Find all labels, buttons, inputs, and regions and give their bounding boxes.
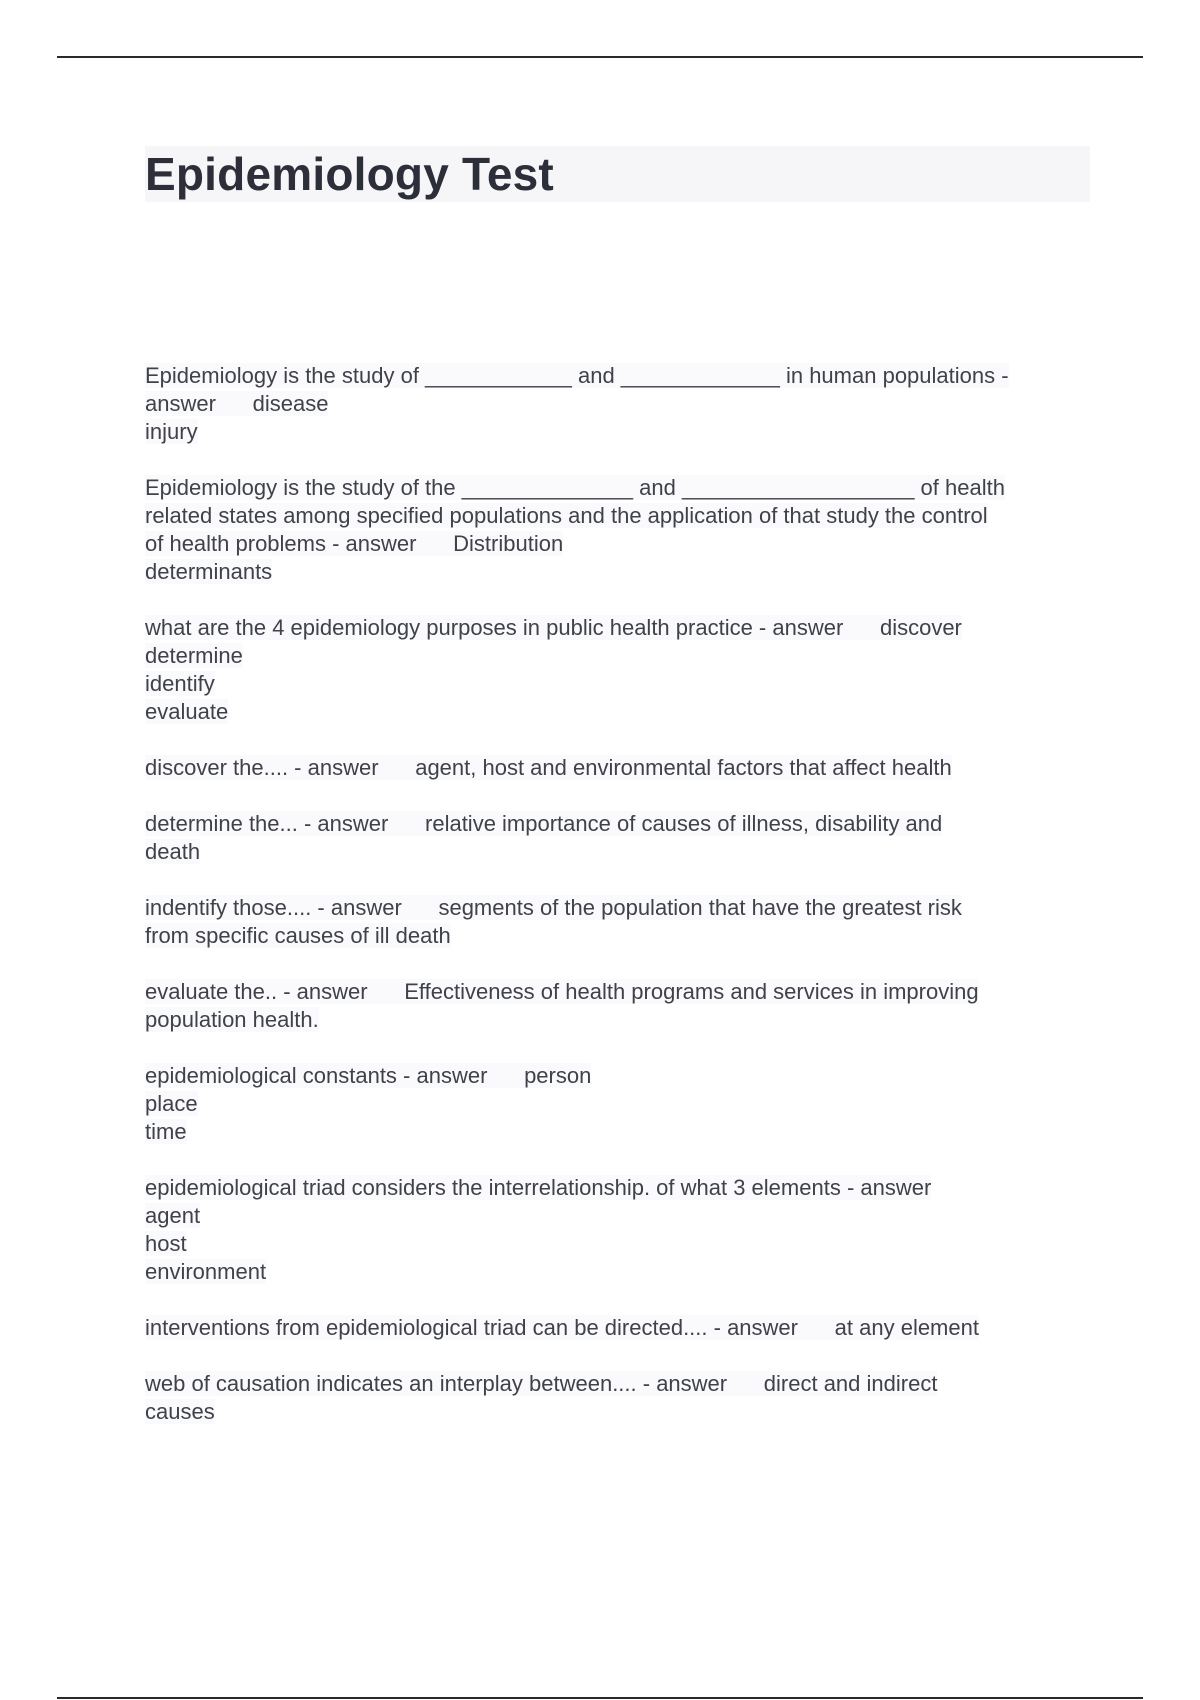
qa-line: causes: [145, 1399, 215, 1424]
qa-line: identify: [145, 671, 215, 696]
qa-line: environment: [145, 1259, 267, 1284]
qa-line: agent: [145, 1203, 201, 1228]
qa-line: from specific causes of ill death: [145, 923, 451, 948]
qa-line: injury: [145, 419, 198, 444]
qa-item-1: [145, 362, 1090, 446]
qa-item-10: [145, 1314, 1090, 1342]
qa-item-8: [145, 1062, 1090, 1146]
qa-item-11: [145, 1370, 1090, 1426]
qa-line: host: [145, 1231, 187, 1256]
qa-line: indentify those.... - answer segments of the population that have the greatest risk: [145, 895, 962, 920]
qa-line: web of causation indicates an interplay between.... - answer direct and indirect: [145, 1371, 938, 1396]
qa-line: discover the.... - answer agent, host and environmental factors that affect health: [145, 755, 952, 780]
qa-line: what are the 4 epidemiology purposes in public health practice - answer discover: [145, 615, 962, 640]
qa-item-4: [145, 754, 1090, 782]
qa-line: determinants: [145, 559, 273, 584]
qa-line: answer disease: [145, 391, 329, 416]
bottom-rule: [57, 1697, 1143, 1699]
qa-list: [145, 362, 1090, 1426]
qa-item-5: [145, 810, 1090, 866]
top-rule: [57, 56, 1143, 58]
qa-line: place: [145, 1091, 198, 1116]
qa-line: related states among specified populations and the application of that study the control: [145, 503, 988, 528]
qa-line: epidemiological constants - answer person: [145, 1063, 592, 1088]
qa-line: interventions from epidemiological triad can be directed.... - answer at any element: [145, 1315, 979, 1340]
title-band: [145, 146, 1090, 202]
qa-item-2: [145, 474, 1090, 586]
qa-line: time: [145, 1119, 187, 1144]
qa-line: population health.: [145, 1007, 319, 1032]
qa-item-9: [145, 1174, 1090, 1286]
qa-line: epidemiological triad considers the interrelationship. of what 3 elements - answer: [145, 1175, 932, 1200]
qa-line: determine: [145, 643, 243, 668]
qa-line: Epidemiology is the study of the ______________ and ___________________ of health: [145, 475, 1005, 500]
qa-item-7: [145, 978, 1090, 1034]
page-title: Epidemiology Test: [145, 148, 554, 200]
qa-line: evaluate: [145, 699, 229, 724]
qa-line: determine the... - answer relative importance of causes of illness, disability and: [145, 811, 943, 836]
qa-line: of health problems - answer Distribution: [145, 531, 564, 556]
qa-line: Epidemiology is the study of ____________ and _____________ in human populations -: [145, 363, 1009, 388]
qa-item-3: [145, 614, 1090, 726]
qa-line: death: [145, 839, 201, 864]
qa-item-6: [145, 894, 1090, 950]
qa-line: evaluate the.. - answer Effectiveness of health programs and services in improving: [145, 979, 979, 1004]
document-page: [145, 146, 1090, 1454]
